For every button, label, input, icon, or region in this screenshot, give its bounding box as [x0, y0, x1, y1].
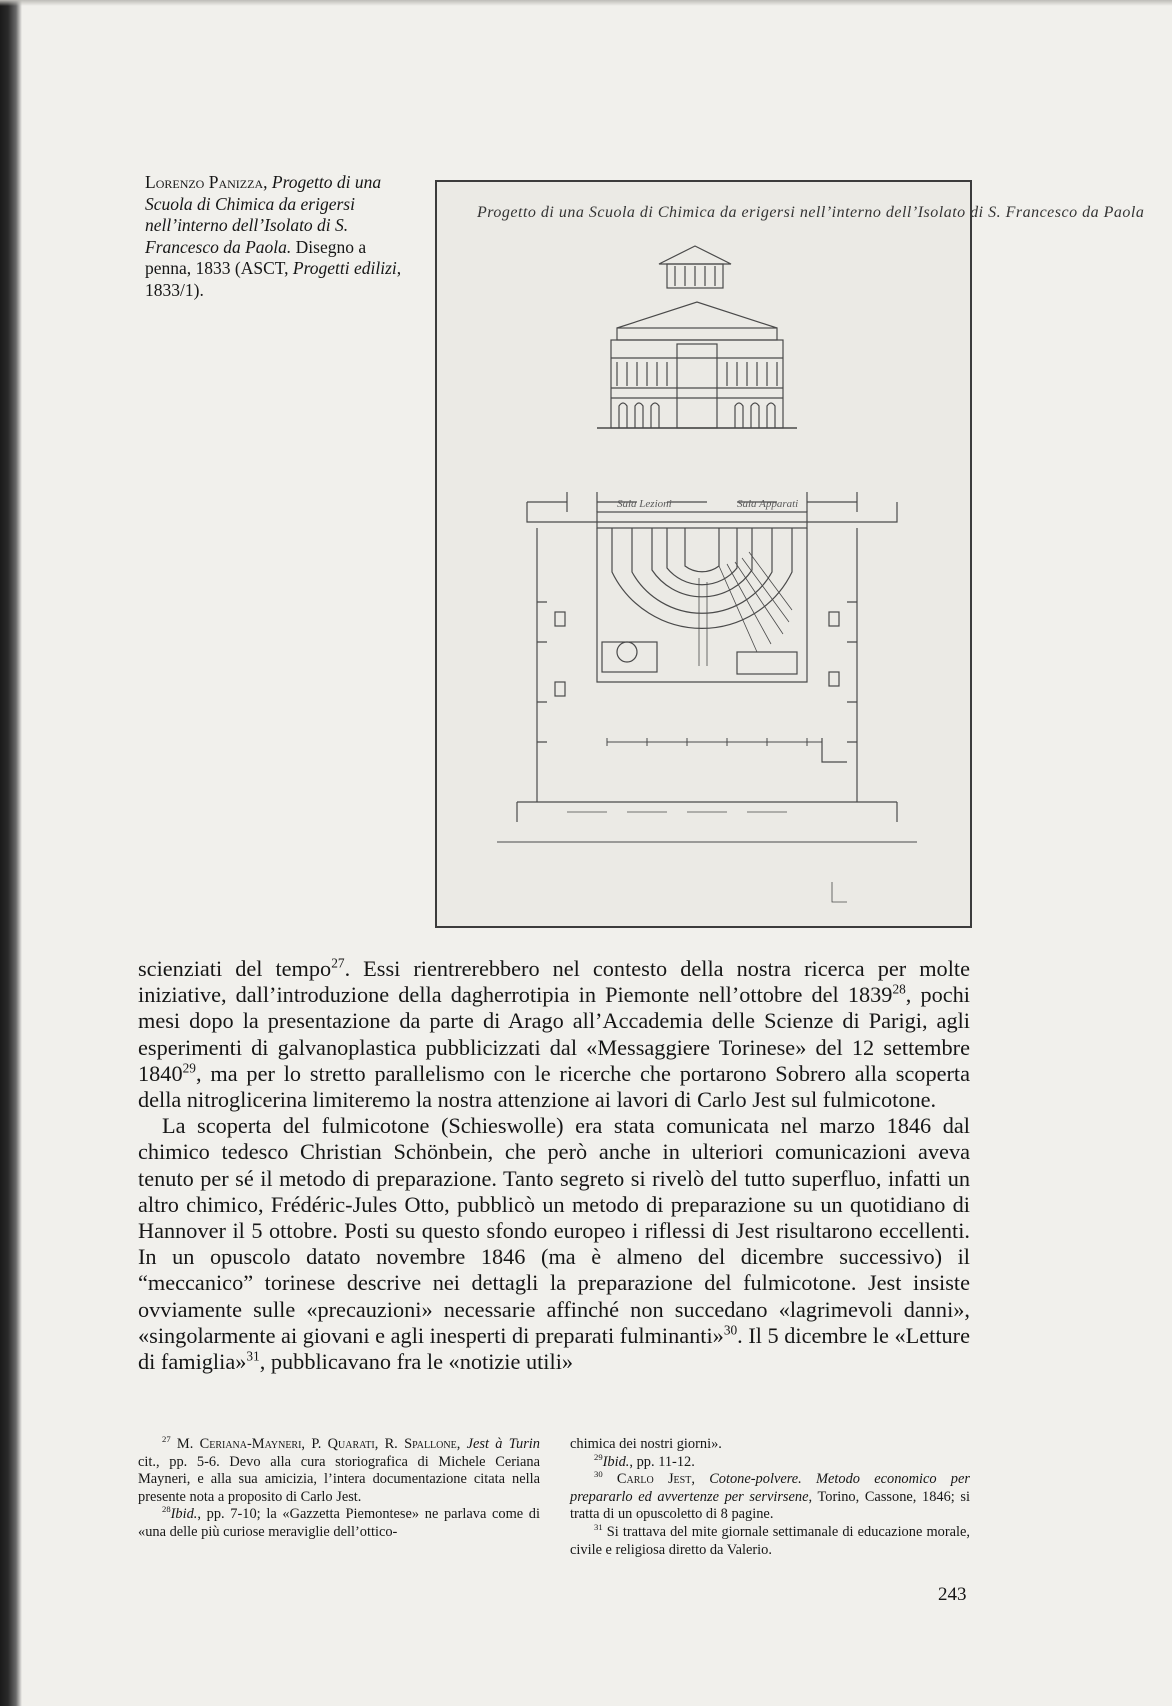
footnotes-right-column: [570, 1436, 970, 1559]
footnote-ref-27: 27: [331, 955, 345, 971]
p1-text-1: scienziati del tempo: [138, 956, 332, 981]
p2-text-1: La scoperta del fulmicotone (Schieswolle) era stata comunicata nel marzo 1846 dal chimico tedesco Christian Schönbein, che però anche in ulteriori comunicazioni aveva tenuto per sé il metodo di preparazione. Tanto segreto si rivelò del tutto superfluo, infatti un altro chimico, Frédéric-Jules Otto, pubblicò un metodo di preparazione su un quotidiano di Hannover il 5 ottobre. Posti su questo sfondo europeo i riflessi di Jest risultarono eccellenti. In un opuscolo datato novembre 1846 (ma è almeno del dicembre successivo) il “meccanico” torinese descrive nei dettagli la preparazione del fulmicotone. Jest insiste ovviamente sulle «precauzioni» necessarie affinché non succedano «lagrimevoli danni», «singolarmente ai giovani e agli inesperti di preparati fulminanti»: [138, 1113, 970, 1348]
footnote-31: [570, 1524, 970, 1559]
footnote-27-work: Jest à Turin: [466, 1436, 540, 1452]
drawing-illustration: [437, 182, 1145, 926]
footnote-30-number: 30: [594, 1469, 603, 1480]
footnote-27-number: 27: [162, 1434, 171, 1445]
p1-text-4: , ma per lo stretto parallelismo con le ricerche che portarono Sobrero alla scoperta della nitroglicerina limiteremo la nostra attenzione ai lavori di Carlo Jest sul fulmicotone.: [138, 1060, 970, 1113]
footnote-27-authors: M. Ceriana-Mayneri, P. Quarati, R. Spallone,: [170, 1436, 467, 1452]
footnote-ref-30: 30: [723, 1322, 738, 1338]
drawing-title: Progetto di una Scuola di Chimica da erigersi nell’interno dell’Isolato di S. Francesco da Paola: [477, 204, 1145, 221]
footnote-28-rest: , pp. 7-10; la «Gazzetta Piemontese» ne parlava come di «una delle più curiose meraviglie dell’ottico-: [138, 1506, 540, 1540]
footnote-29-rest: , pp. 11-12.: [629, 1453, 695, 1470]
footnote-30-work: Cotone-polvere. Metodo economico per prepararlo ed avvertenze per servirsene: [570, 1471, 970, 1505]
footnote-31-text: Si trattava del mite giornale settimanale di educazione morale, civile e religiosa diretto da Valerio.: [570, 1523, 970, 1558]
footnote-27: [138, 1436, 540, 1506]
footnote-30-author: Carlo Jest,: [602, 1471, 710, 1488]
p2-text-2: . Il 5 dicembre le «Letture di famiglia»: [138, 1322, 970, 1375]
footnote-28-number: 28: [162, 1504, 171, 1515]
footnote-29-ibid: Ibid.: [602, 1453, 630, 1470]
paragraph-1: [138, 956, 970, 1113]
footnote-28: [138, 1506, 540, 1541]
p1-text-3: , pochi mesi dopo la presentazione da parte di Arago all’Accademia delle Scienze di Parigi, agli esperimenti di galvanoplastica pubblicizzati dal «Messaggiere Torinese» del 12 settembre 1840: [138, 982, 970, 1086]
caption-author: Lorenzo Panizza: [145, 172, 264, 192]
footnote-31-number: 31: [594, 1522, 603, 1533]
footnote-ref-29: 29: [182, 1060, 196, 1076]
footnotes-left-column: [138, 1436, 540, 1542]
caption-source-tail: , 1833/1).: [145, 258, 402, 300]
footnote-30-rest: , Torino, Cassone, 1846; si tratta di un opuscoletto di 8 pagine.: [570, 1488, 970, 1523]
caption-title: Progetto di una Scuola di Chimica da erigersi nell’interno dell’Isolato di S. Francesco da Paola.: [145, 172, 382, 257]
plan-label-left: Sala Lezioni: [617, 498, 672, 510]
architectural-drawing: [435, 180, 1145, 928]
footnote-29-number: 29: [594, 1451, 603, 1462]
caption-source: Progetti edilizi: [292, 258, 397, 278]
p2-text-3: , pubblicavano fra le «notizie utili»: [259, 1349, 574, 1375]
paragraph-2: [138, 1113, 970, 1375]
caption-description: Disegno a penna, 1833 (ASCT,: [145, 236, 367, 278]
plan-label-right: Sala Apparati: [737, 498, 799, 510]
page-number: 243: [938, 1584, 967, 1605]
body-text: [138, 956, 970, 1375]
footnote-30: [570, 1471, 970, 1524]
footnote-28-ibid: Ibid.: [170, 1506, 198, 1523]
footnote-ref-31: 31: [246, 1348, 260, 1364]
footnote-27-rest: cit., pp. 5-6. Devo alla cura storiografica di Michele Ceriana Mayneri, e alla sua amicizia, l’intera documentazione citata nella presente nota a proposito di Carlo Jest.: [138, 1453, 540, 1505]
footnote-ref-28: 28: [892, 981, 906, 997]
footnote-28-continued: chimica dei nostri giorni».: [570, 1436, 722, 1452]
page-top-edge: [0, 0, 1172, 6]
p1-text-2: . Essi rientrerebbero nel contesto della nostra ricerca per molte iniziative, dall’introduzione della dagherrotipia in Piemonte nell’ottobre del 1839: [138, 956, 970, 1008]
footnote-29: [570, 1451, 970, 1472]
page-gutter-shadow: [0, 0, 22, 1706]
figure-caption: Lorenzo Panizza, Progetto di una Scuola di Chimica da erigersi nell’interno dell’Isolato di S. Francesco da Paola. Disegno a penna, 1833 (ASCT, Progetti edilizi, 1833/1).: [145, 172, 402, 300]
